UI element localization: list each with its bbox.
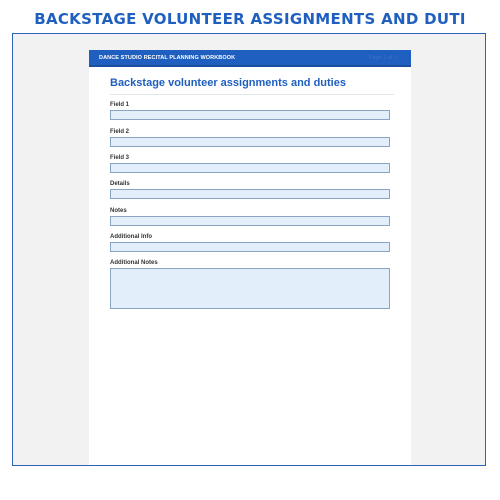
field-1-label: Field 1 <box>110 102 130 108</box>
document-header <box>89 50 411 67</box>
details-input[interactable] <box>110 189 390 199</box>
field-2-input[interactable] <box>110 137 390 147</box>
additional-info-label: Additional Info <box>110 234 152 240</box>
notes-input[interactable] <box>110 216 390 226</box>
field-3-label: Field 3 <box>110 155 130 161</box>
document-viewer[interactable] <box>12 33 486 466</box>
form-title: Backstage volunteer assignments and duties <box>110 77 346 89</box>
field-2-label: Field 2 <box>110 129 130 135</box>
title-divider <box>110 94 394 95</box>
document-header-page-info: Page 1 of 1 <box>368 55 397 61</box>
details-label: Details <box>110 181 130 187</box>
field-3-input[interactable] <box>110 163 390 173</box>
additional-notes-label: Additional Notes <box>110 260 158 266</box>
document-page <box>89 50 411 466</box>
notes-label: Notes <box>110 208 127 214</box>
additional-info-input[interactable] <box>110 242 390 252</box>
additional-notes-textarea[interactable] <box>110 268 390 309</box>
document-header-title: DANCE STUDIO RECITAL PLANNING WORKBOOK <box>99 55 236 61</box>
page-title: BACKSTAGE VOLUNTEER ASSIGNMENTS AND DUTI <box>34 10 466 28</box>
field-1-input[interactable] <box>110 110 390 120</box>
